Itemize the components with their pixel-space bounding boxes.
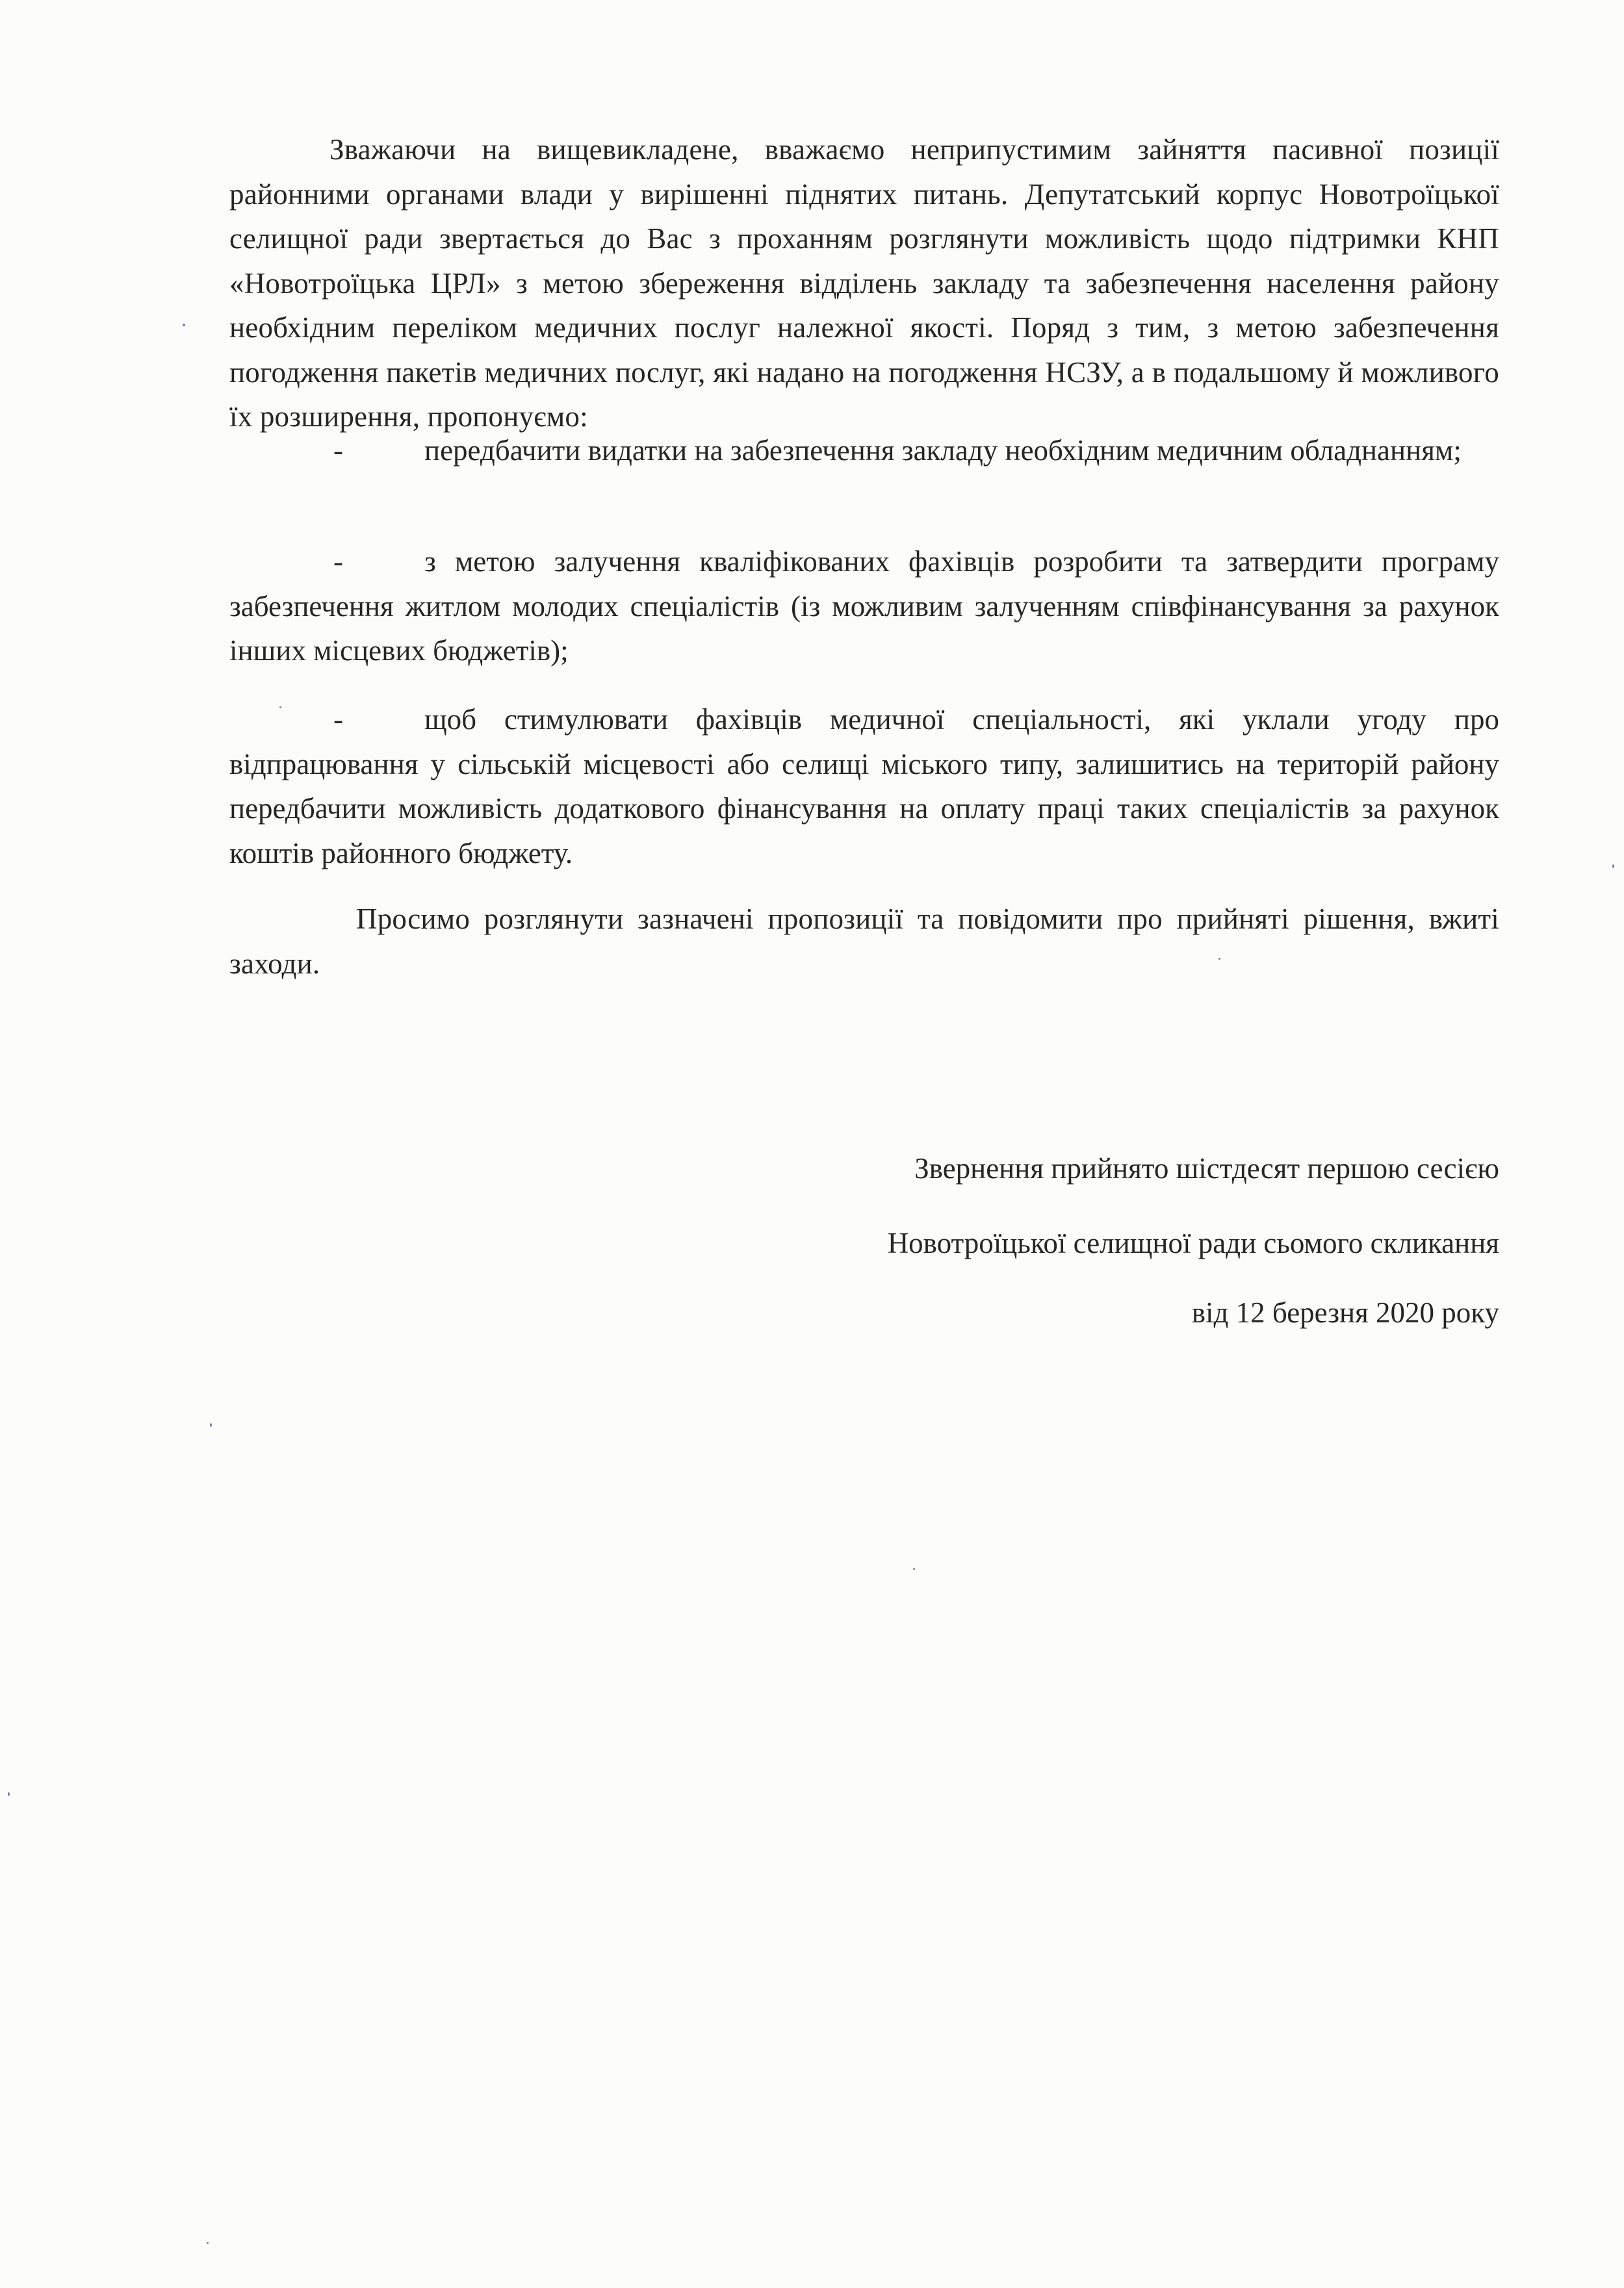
list-marker: - [333, 545, 343, 578]
list-marker: - [333, 434, 343, 467]
list-item-text: з метою залучення кваліфікованих фахівців розробити та затвердити програму забезпечення житлом молодих спеціалістів (із можливим залученням співфінансування за рахунок інших місцевих бюджетів); [229, 545, 1499, 667]
scan-speck [913, 1568, 915, 1570]
list-item [229, 539, 1499, 673]
scan-speck [1218, 958, 1220, 960]
signature-line-date: від 12 березня 2020 року [1191, 1296, 1499, 1329]
scan-speck [183, 324, 185, 326]
list-item [229, 428, 1499, 473]
scan-speck [1612, 864, 1614, 868]
scan-speck [210, 1423, 212, 1427]
request-paragraph: Просимо розглянути зазначені пропозиції та повідомити про прийняті рішення, вжиті заходи. [229, 903, 1499, 980]
scan-speck [8, 1792, 10, 1796]
list-marker: - [333, 703, 343, 736]
scan-speck [207, 2242, 209, 2244]
signature-line-council: Новотроїцької селищної ради сьомого скликання [887, 1227, 1499, 1259]
list-item-text: передбачити видатки на забезпечення закладу необхідним медичним обладнанням; [424, 434, 1462, 467]
list-item-text: щоб стимулювати фахівців медичної спеціальності, які уклали угоду про відпрацювання у сільській місцевості або селищі міського типу, залишитись на територій району передбачити можливість додаткового фінансування на оплату праці таких спеціалістів за рахунок коштів районного бюджету. [229, 703, 1499, 869]
scan-speck [279, 706, 281, 708]
signature-line-session: Звернення прийнято шістдесят першою сесією [914, 1152, 1499, 1185]
list-item [229, 697, 1499, 875]
intro-paragraph: Зважаючи на вищевикладене, вважаємо неприпустимим зайняття пасивної позиції районними органами влади у вирішенні піднятих питань. Депутатський корпус Новотроїцької селищної ради звертається до Вас з проханням розглянути можливість щодо підтримки КНП «Новотроїцька ЦРЛ» з метою збереження відділень закладу та забезпечення населення району необхідним переліком медичних послуг належної якості. Поряд з тим, з метою забезпечення погодження пакетів медичних послуг, які надано на погодження НСЗУ, а в подальшому й можливого їх розширення, пропонуємо: [229, 133, 1499, 433]
